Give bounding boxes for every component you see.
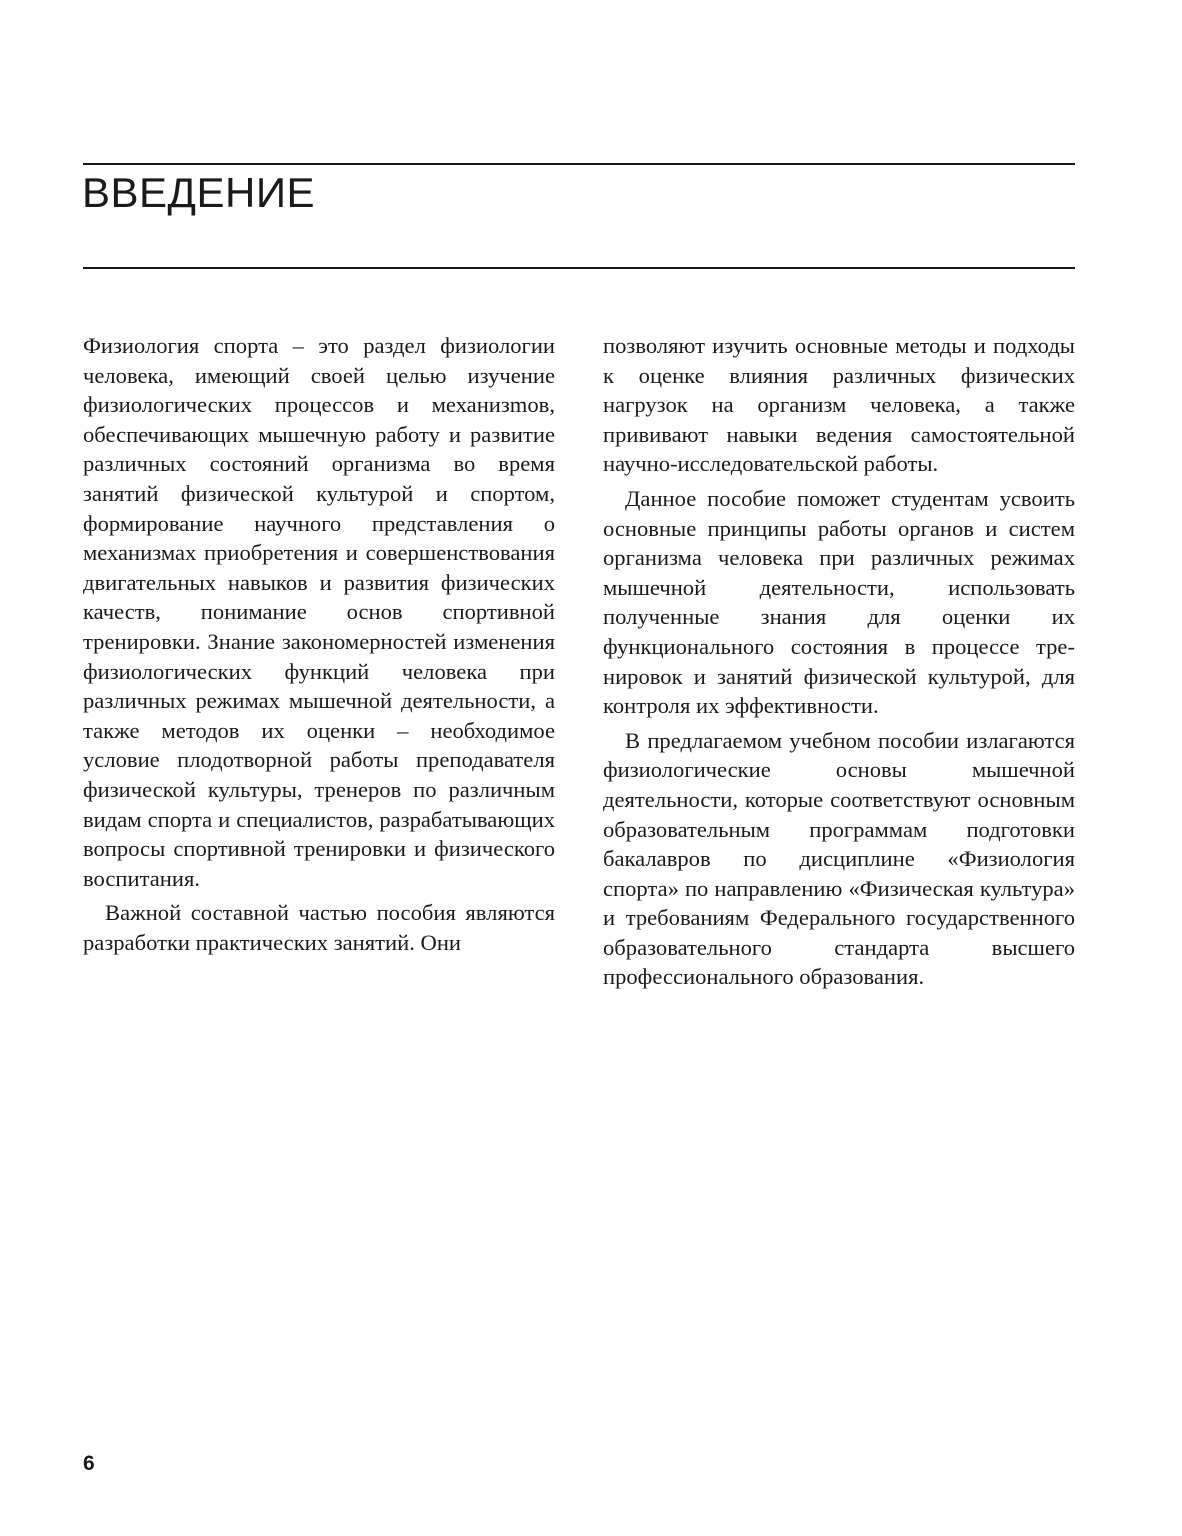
paragraph: В предлагаемом учебном пособии излагаются физиологические основы мышечной деятельности, которые соответствуют основным образовательным программам подготовки бакалавров по дисциплине «Физиология спорта» по направлению «Физическая культура» и требованиям Федерального государственного образовательного стандарта высшего профессионального образования. — [603, 727, 1075, 990]
paragraph: Данное пособие поможет студентам усвоить основные принципы работы органов и систем организма человека при различных режимах мышечной деятельности, использовать полученные знания для оценки их функционального состояния в процессе тренировок и занятий физической культурой, для контроля их эффективности. — [603, 485, 1075, 719]
heading-top-rule — [83, 163, 1075, 165]
heading-bottom-rule — [83, 267, 1075, 269]
right-text-column — [603, 331, 1075, 992]
paragraph: Физиология спорта – это раздел физиологии человека, имеющий своей целью изучение физиологических процессов и механизmов, обеспечивающих мышечную работу и развитие различных состояний организма во время занятий физической культурой и спортом, формирование научного представления о механизмах приобретения и совершенствования двигательных навыков и развития физических качеств, понимание основ спортивной тренировки. Знание закономерностей изменения физиологических функций человека при различных режимах мышечной деятельности, а также методов их оценки – необходимое условие плодотворной работы преподавателя физической культуры, тренеров по различным видам спорта и специалистов, разрабатывающих вопросы спортивной тренировки и физического воспитания. — [83, 333, 555, 891]
chapter-heading: ВВЕДЕНИЕ — [82, 169, 316, 216]
left-text-column — [83, 331, 555, 957]
paragraph: Важной составной частью пособия являются разработки практических занятий. Они — [83, 900, 555, 955]
page-number: 6 — [83, 1452, 95, 1475]
paragraph: позволяют изучить основные методы и подходы к оценке влияния различных физических нагрузок на организм человека, а также прививают навыки ведения самостоятельной научно-исследовательской работы. — [603, 333, 1075, 477]
